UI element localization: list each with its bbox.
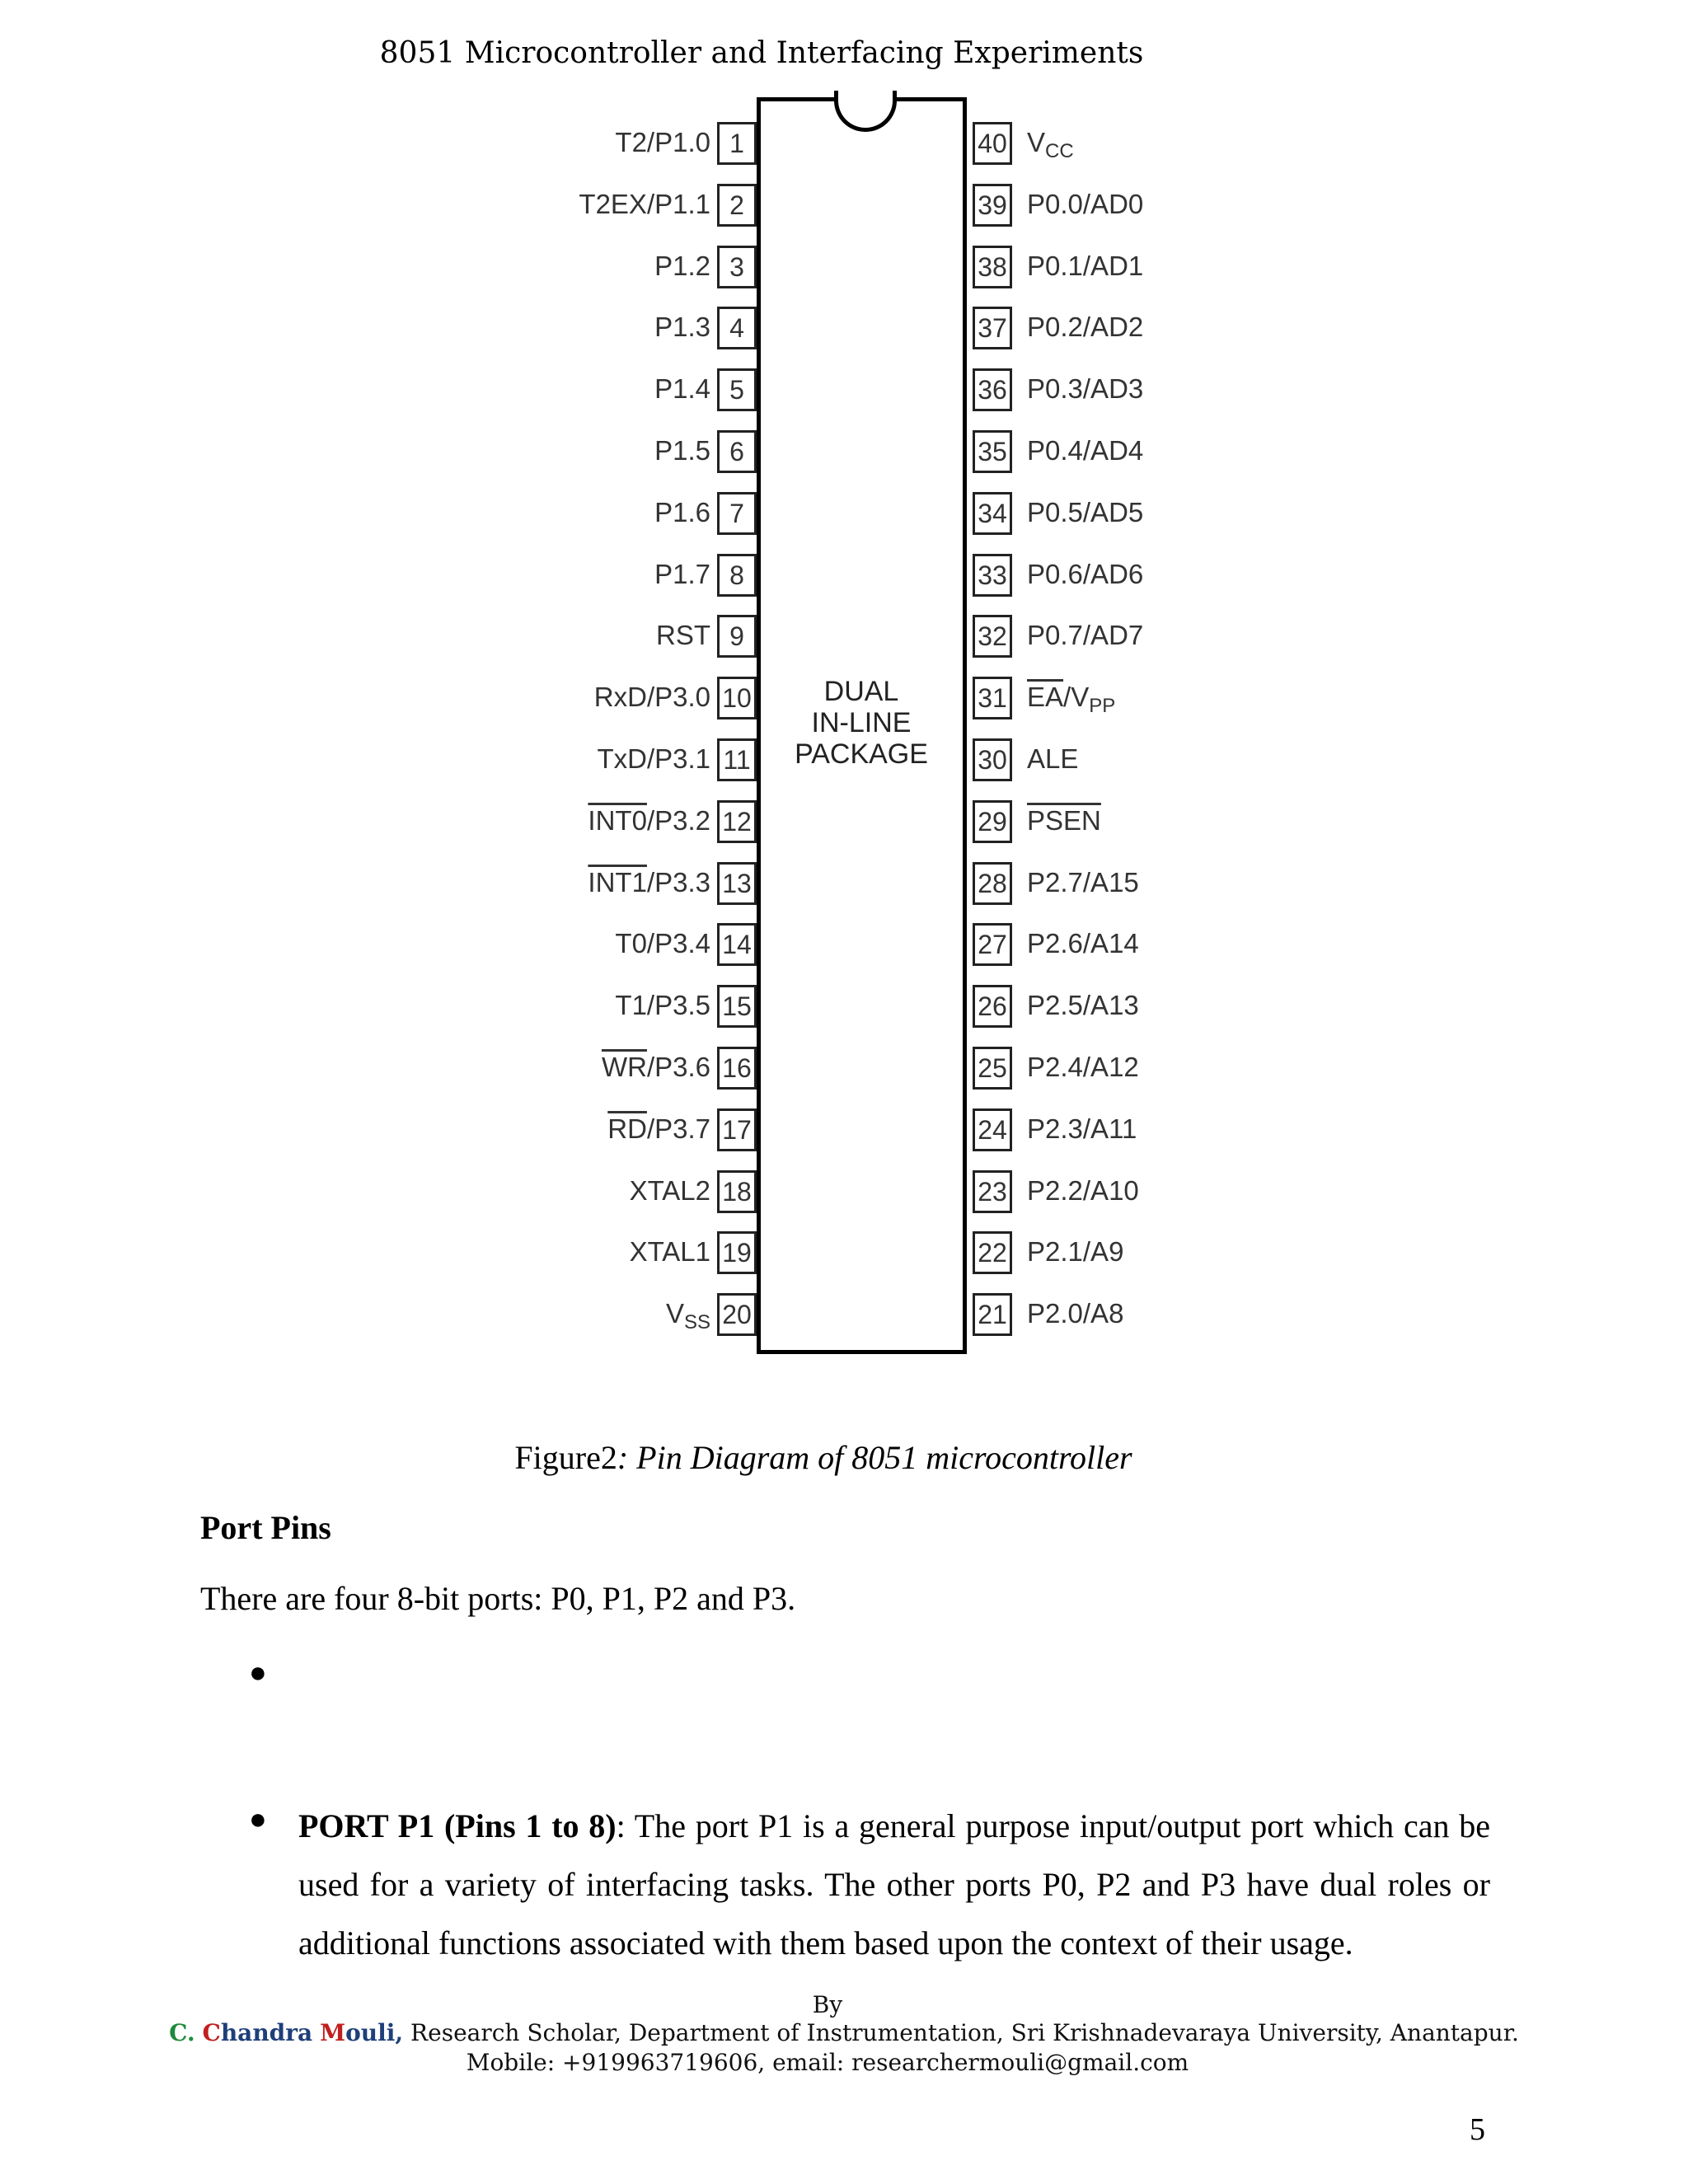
pin-number-12: 12 bbox=[717, 800, 757, 843]
page-number: 5 bbox=[1470, 2112, 1485, 2147]
pin-number-6: 6 bbox=[717, 430, 757, 473]
pin-label-10: RxD/P3.0 bbox=[593, 682, 710, 713]
pin-number-36: 36 bbox=[973, 368, 1012, 411]
pin-label-6: P1.5 bbox=[654, 435, 710, 466]
pin-number-40: 40 bbox=[973, 122, 1012, 165]
pin-number-32: 32 bbox=[973, 615, 1012, 658]
pin-label-27: P2.6/A14 bbox=[1027, 928, 1139, 959]
intro-paragraph: There are four 8-bit ports: P0, P1, P2 and P3. bbox=[200, 1580, 796, 1617]
pin-label-37: P0.2/AD2 bbox=[1027, 312, 1144, 343]
pin-label-7: P1.6 bbox=[654, 496, 710, 527]
pin-label-29: PSEN bbox=[1027, 804, 1101, 836]
pin-number-37: 37 bbox=[973, 307, 1012, 349]
footer-author: C. Chandra Mouli, Research Scholar, Department of Instrumentation, Sri Krishnadevaraya University, Anantapur. bbox=[169, 2019, 1519, 2046]
figure-caption: Figure2: Pin Diagram of 8051 microcontroller bbox=[514, 1439, 1132, 1476]
pin-number-24: 24 bbox=[973, 1108, 1012, 1151]
pin-number-35: 35 bbox=[973, 430, 1012, 473]
pin-label-13: INT1/P3.3 bbox=[588, 866, 710, 898]
pin-label-25: P2.4/A12 bbox=[1027, 1052, 1139, 1082]
pin-label-3: P1.2 bbox=[654, 250, 710, 281]
pin-number-26: 26 bbox=[973, 985, 1012, 1028]
pin-number-5: 5 bbox=[717, 368, 757, 411]
pin-label-33: P0.6/AD6 bbox=[1027, 558, 1144, 589]
pin-label-18: XTAL2 bbox=[629, 1174, 710, 1206]
pin-number-14: 14 bbox=[717, 923, 757, 966]
pin-number-39: 39 bbox=[973, 184, 1012, 227]
pin-label-28: P2.7/A15 bbox=[1027, 866, 1139, 898]
footer-contact: Mobile: +919963719606, email: researchermouli@gmail.com bbox=[466, 2049, 1189, 2076]
bullet-port-p1: PORT P1 (Pins 1 to 8): The port P1 is a general purpose input/output port which can be used for a variety of interfacing tasks. The other ports P0, P2 and P3 have dual roles or additional functions associated with them based upon the context of their usage. bbox=[298, 1807, 1490, 1961]
pin-number-19: 19 bbox=[717, 1231, 757, 1274]
pin-number-1: 1 bbox=[717, 122, 757, 165]
pin-number-28: 28 bbox=[973, 862, 1012, 905]
header-title: 8051 Microcontroller and Interfacing Experiments bbox=[379, 36, 1144, 70]
pin-number-31: 31 bbox=[973, 677, 1012, 719]
pin-label-1: T2/P1.0 bbox=[615, 127, 710, 157]
pin-label-20: $V_{SS}$ bbox=[665, 1298, 710, 1334]
pin-number-15: 15 bbox=[717, 985, 757, 1028]
pin-label-9: RST bbox=[656, 620, 710, 651]
pin-number-10: 10 bbox=[717, 677, 757, 719]
pin-number-7: 7 bbox=[717, 492, 757, 535]
pin-label-39: P0.0/AD0 bbox=[1027, 188, 1144, 219]
pin-label-34: P0.5/AD5 bbox=[1027, 496, 1144, 527]
pin-label-15: T1/P3.5 bbox=[615, 990, 710, 1021]
pin-label-14: T0/P3.4 bbox=[615, 928, 710, 959]
pin-label-35: P0.4/AD4 bbox=[1027, 435, 1144, 466]
bullet-marker: ● bbox=[249, 1656, 267, 1689]
pin-label-38: P0.1/AD1 bbox=[1027, 250, 1144, 281]
footer-by: By bbox=[812, 1991, 843, 2018]
pin-number-11: 11 bbox=[717, 738, 757, 781]
pin-label-21: P2.0/A8 bbox=[1027, 1298, 1124, 1329]
pin-label-26: P2.5/A13 bbox=[1027, 990, 1139, 1021]
pin-label-36: P0.3/AD3 bbox=[1027, 373, 1144, 405]
pin-number-16: 16 bbox=[717, 1047, 757, 1090]
pin-number-29: 29 bbox=[973, 800, 1012, 843]
pin-label-32: P0.7/AD7 bbox=[1027, 620, 1144, 651]
pin-number-18: 18 bbox=[717, 1170, 757, 1213]
pin-label-19: XTAL1 bbox=[629, 1236, 710, 1268]
pin-number-30: 30 bbox=[973, 738, 1012, 781]
pin-number-13: 13 bbox=[717, 862, 757, 905]
pin-number-22: 22 bbox=[973, 1231, 1012, 1274]
pin-number-33: 33 bbox=[973, 554, 1012, 597]
pin-label-24: P2.3/A11 bbox=[1027, 1113, 1137, 1144]
pin-number-21: 21 bbox=[973, 1293, 1012, 1336]
pin-label-2: T2EX/P1.1 bbox=[579, 188, 710, 219]
pin-number-27: 27 bbox=[973, 923, 1012, 966]
pin-label-16: $\overline{WR}/P3.6$ bbox=[601, 1052, 710, 1082]
pin-label-30: ALE bbox=[1027, 743, 1079, 774]
pin-number-25: 25 bbox=[973, 1047, 1012, 1090]
pin-label-12: INT0/P3.2 bbox=[588, 804, 710, 836]
bullet-marker: ● bbox=[249, 1802, 267, 1835]
pin-label-4: P1.3 bbox=[654, 312, 710, 343]
pin-number-34: 34 bbox=[973, 492, 1012, 535]
pin-number-23: 23 bbox=[973, 1170, 1012, 1213]
pin-number-17: 17 bbox=[717, 1108, 757, 1151]
pin-label-5: P1.4 bbox=[654, 373, 710, 405]
pin-label-22: P2.1/A9 bbox=[1027, 1236, 1124, 1268]
pin-label-17: $\overline{RD}/P3.7$ bbox=[607, 1113, 710, 1144]
pin-label-23: P2.2/A10 bbox=[1027, 1174, 1139, 1206]
section-title: Port Pins bbox=[200, 1509, 331, 1546]
pin-number-8: 8 bbox=[717, 554, 757, 597]
package-label: DUAL IN-LINE PACKAGE bbox=[795, 676, 928, 770]
pin-label-8: P1.7 bbox=[654, 558, 710, 589]
pin-number-9: 9 bbox=[717, 615, 757, 658]
pin-number-4: 4 bbox=[717, 307, 757, 349]
pin-label-40: $V_{CC}$ bbox=[1027, 127, 1074, 162]
pin-number-20: 20 bbox=[717, 1293, 757, 1336]
pin-number-38: 38 bbox=[973, 246, 1012, 288]
pin-label-31: $\overline{EA}/V_{PP}$ bbox=[1027, 682, 1116, 718]
pin-label-11: TxD/P3.1 bbox=[597, 743, 710, 774]
pin-number-3: 3 bbox=[717, 246, 757, 288]
pin-number-2: 2 bbox=[717, 184, 757, 227]
